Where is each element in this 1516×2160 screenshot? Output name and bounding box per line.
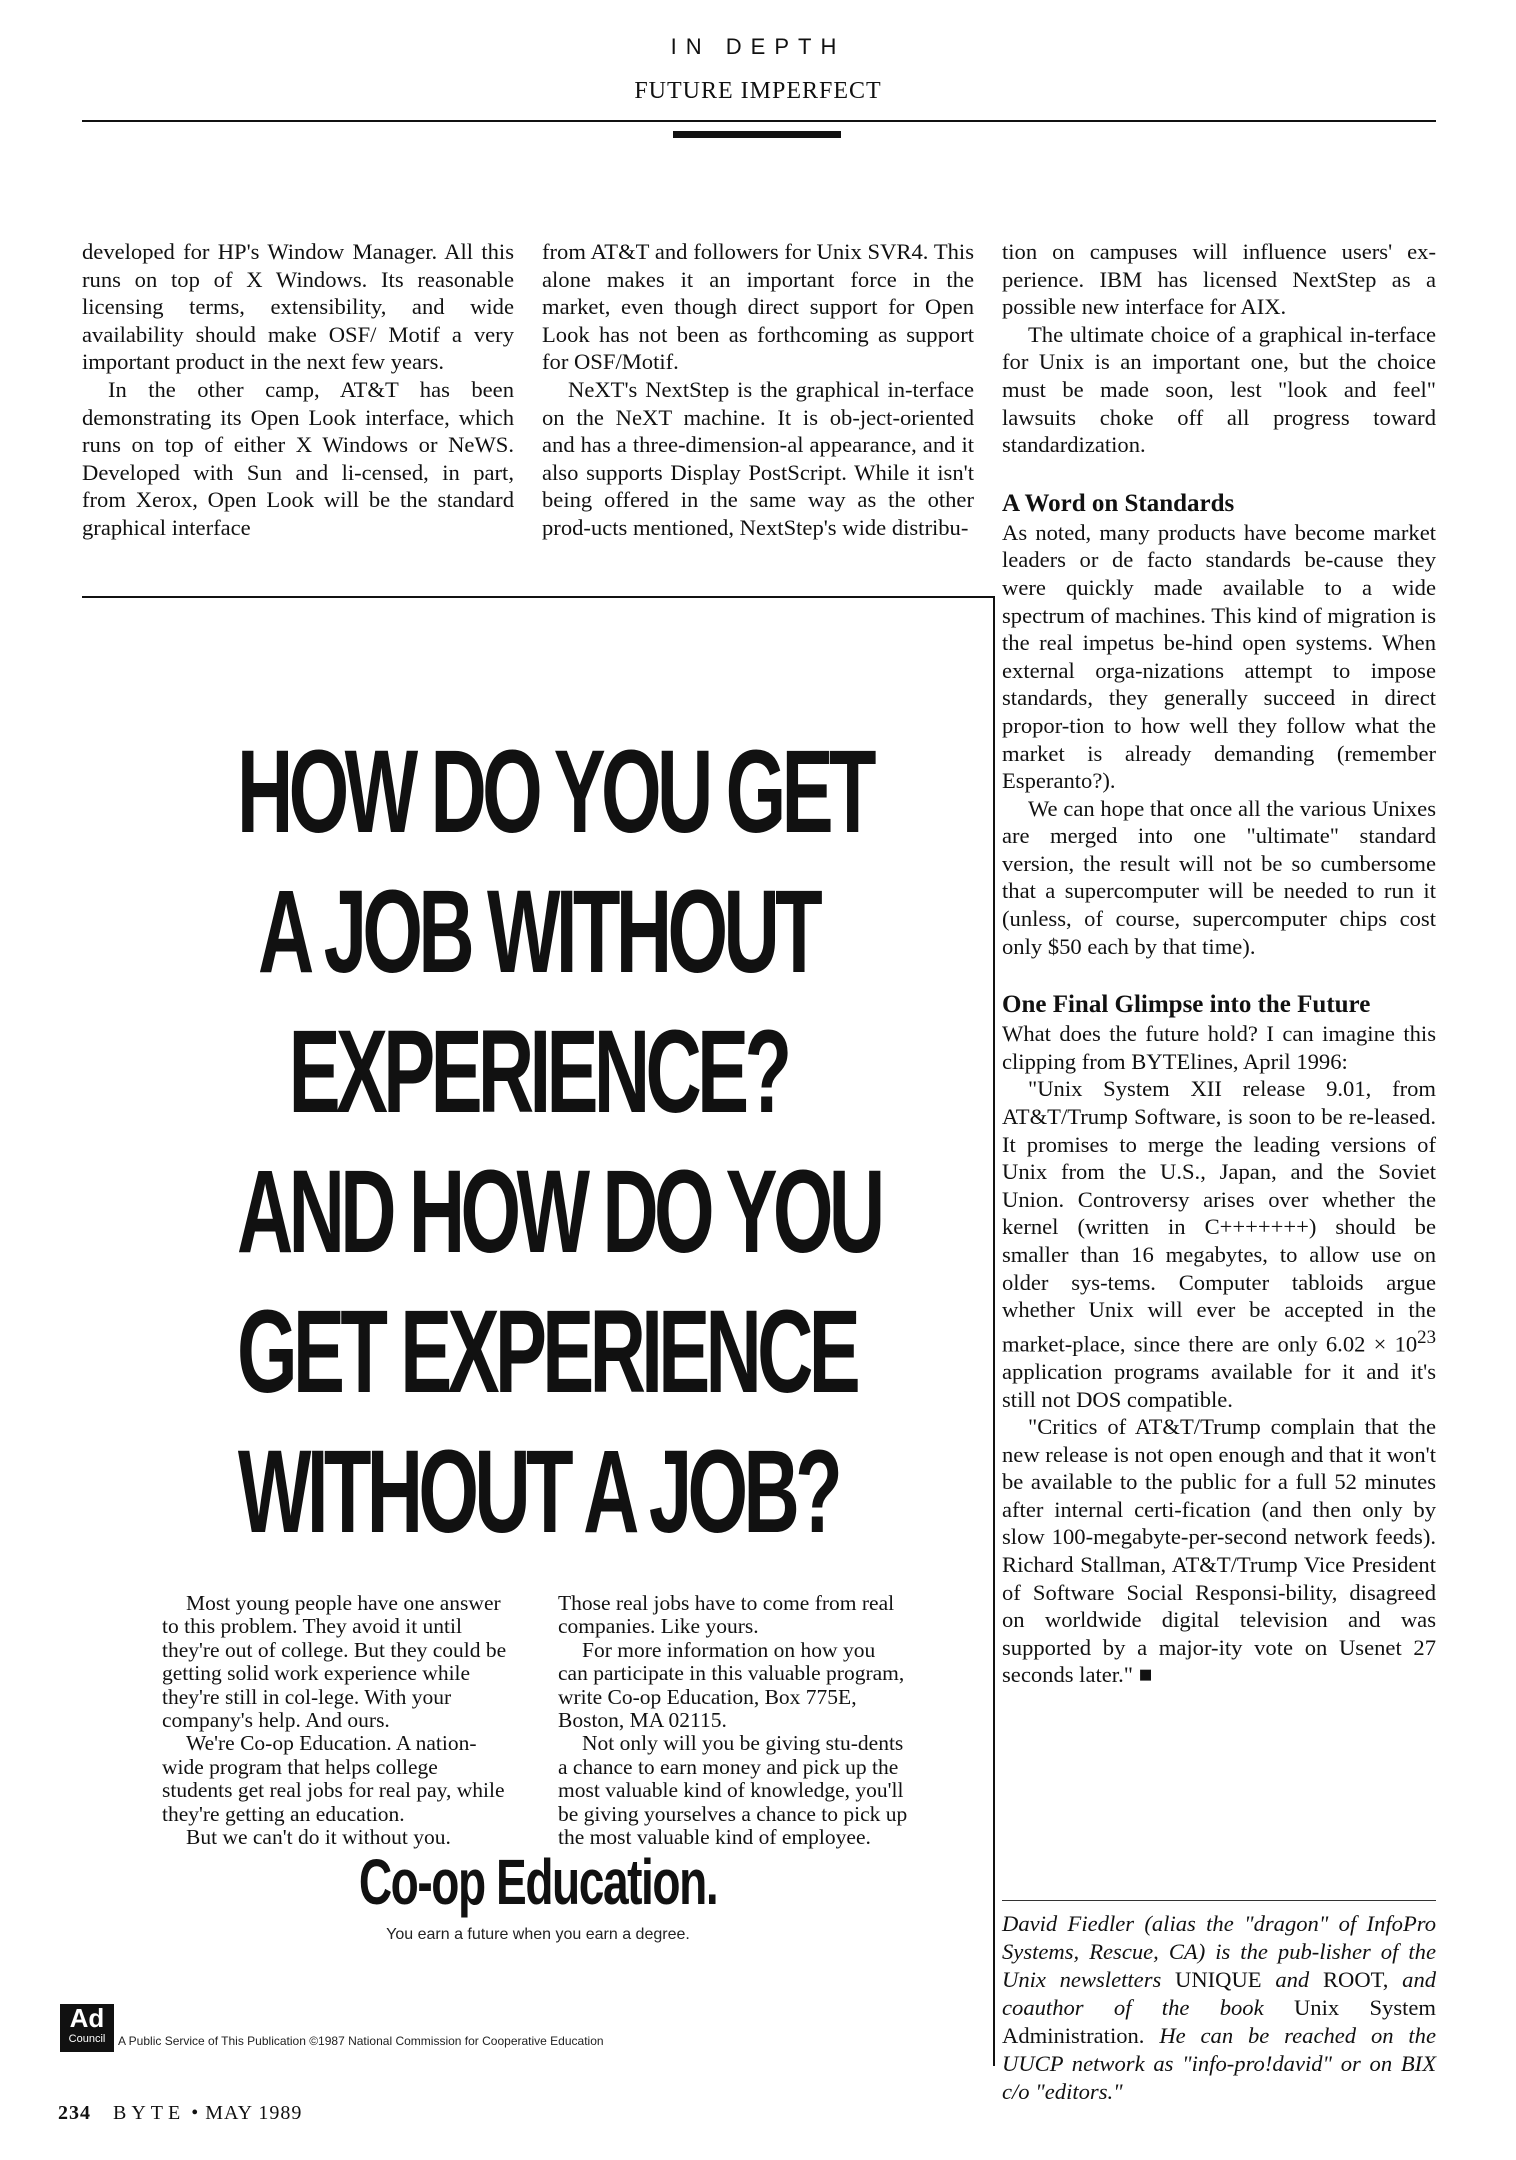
ad-copy-left: [162, 1592, 512, 1849]
article-paragraph: We can hope that once all the various Unixes are merged into one "ultimate" standard version, the result will not be so cumbersome that a supercomputer will be needed to run it (unless, of course, supercomputer chips cost only $50 each by that time).: [1002, 795, 1436, 959]
quote-text: "Unix System XII release 9.01, from AT&T/Trump Software, is soon to be re-leased. It promises to merge the leading versions of Unix from the U.S., Japan, and the Soviet Union. Controversy arises over whether the kernel (written in C+++++++) should be smaller than 16 megabytes, to allow use on older sys-tems. Computer tabloids argue whether Unix will ever be accepted in the market-place, since there are only 6.02 × 10: [1002, 1076, 1436, 1357]
page-footer: [58, 2102, 302, 2125]
article-column-middle: [542, 238, 974, 542]
ad-border-right: [993, 596, 995, 2066]
article-paragraph: The ultimate choice of a graphical in-terface for Unix is an important one, but the choice must be made soon, lest "look and feel" lawsuits choke off all progress toward standardization.: [1002, 321, 1436, 458]
bio-newsletter: ROOT,: [1322, 1967, 1389, 1992]
ad-council-badge-ad: Ad: [69, 2003, 105, 2033]
ad-headline-line: GET EXPERIENCE: [237, 1286, 857, 1418]
ad-psa-credit: A Public Service of This Publication ©1987 National Commission for Cooperative Education: [118, 2034, 604, 2048]
ad-paragraph: For more information on how you can participate in this valuable program, write Co-op Education, Box 775E, Boston, MA 02115.: [558, 1637, 905, 1733]
exponent: 23: [1417, 1326, 1436, 1348]
quote-text: application programs available for it and it's still not DOS compatible.: [1002, 1358, 1436, 1412]
article-column-right: [1002, 238, 1436, 1689]
article-paragraph: developed for HP's Window Manager. All this runs on top of X Windows. Its reasonable licensing terms, extensibility, and wide availability should make OSF/ Motif a very important product in the next few years.: [82, 239, 514, 375]
subheading-standards: A Word on Standards: [1002, 489, 1235, 517]
bio-book: Unix System Administration.: [1002, 1995, 1437, 2048]
ad-paragraph: But we can't do it without you.: [186, 1825, 451, 1850]
ad-headline-line: A JOB WITHOUT: [257, 866, 819, 998]
article-paragraph: "Critics of AT&T/Trump complain that the new release is not open enough and that it won't be available to the public for a full 52 minutes after internal certi-fication (and then only by slow 100-megabyte-per-second network feeds). Richard Stallman, AT&T/Trump Vice President of Software Social Responsi-bility, disagreed on worldwide digital television and was supported by a major-ity vote on Usenet 27 seconds later." ■: [1002, 1414, 1436, 1688]
author-bio: [1002, 1910, 1436, 2106]
issue-date: MAY 1989: [205, 2102, 303, 2124]
section-title: FUTURE IMPERFECT: [634, 78, 882, 104]
header-rule: [82, 120, 1436, 122]
ad-headline-line: AND HOW DO YOU: [237, 1146, 881, 1278]
subheading-future: One Final Glimpse into the Future: [1002, 991, 1371, 1019]
ad-headline: [237, 722, 881, 1562]
article-paragraph: What does the future hold? I can imagine this clipping from BYTElines, April 1996:: [1002, 1021, 1436, 1074]
bio-text: He can be reached on the UUCP network as "info-pro!david" or on BIX c/o "editors.": [1002, 2023, 1436, 2104]
header-bar: [673, 131, 841, 138]
ad-paragraph: Most young people have one answer to this problem. They avoid it until they're out of college. But they could be getting solid work experience while they're still in col-lege. With your company's help. And ours.: [162, 1591, 507, 1733]
article-column-left: [82, 238, 514, 542]
article-paragraph: tion on campuses will influence users' ex-perience. IBM has licensed NextStep as a possible new interface for AIX.: [1002, 239, 1436, 320]
footer-separator: •: [191, 2102, 200, 2124]
article-paragraph: NeXT's NextStep is the graphical in-terface on the NeXT machine. It is ob-ject-oriented and has a three-dimension-al appearance, and it also supports Display PostScript. While it isn't being offered in the same way as the other prod-ucts mentioned, NextStep's wide distribu-: [542, 376, 974, 540]
ad-council-badge-text: Council: [68, 2033, 106, 2045]
section-kicker: IN DEPTH: [670, 34, 846, 59]
bio-text: David Fiedler (alias the "dragon" of InfoPro Systems, Rescue, CA) is the pub-lisher of the Unix newsletters: [1002, 1911, 1436, 1992]
magazine-name: BYTE: [113, 2102, 186, 2124]
ad-copy-right: [558, 1592, 908, 1849]
ad-headline-line: EXPERIENCE?: [288, 1006, 788, 1138]
ad-paragraph: We're Co-op Education. A nation-wide program that helps college students get real jobs for real pay, while they're getting an education.: [162, 1731, 505, 1826]
ad-council-icon: [60, 2004, 114, 2052]
article-paragraph: [1002, 1075, 1436, 1413]
ad-paragraph: Those real jobs have to come from real companies. Like yours.: [558, 1591, 895, 1639]
bio-rule: [1002, 1900, 1436, 1901]
ad-headline-line: HOW DO YOU GET: [237, 726, 872, 858]
article-paragraph: As noted, many products have become market leaders or de facto standards be-cause they were quickly made available to a wide spectrum of machines. This kind of migration is the real impetus be-hind open systems. When external orga-nizations attempt to impose standards, they generally succeed in direct propor-tion to how well they follow what the market is already demanding (remember Esperanto?).: [1002, 519, 1436, 794]
article-paragraph: In the other camp, AT&T has been demonstrating its Open Look interface, which runs on top of either X Windows or NeWS. Developed with Sun and li-censed, in part, from Xerox, Open Look will be the standard graphical interface: [82, 376, 514, 540]
coop-education-logo: Co-op Education.: [358, 1846, 718, 1918]
ad-tagline: You earn a future when you earn a degree.: [386, 1926, 690, 1943]
ad-headline-line: WITHOUT A JOB?: [237, 1426, 839, 1558]
bio-text: and: [1275, 1967, 1310, 1992]
ad-paragraph: Not only will you be giving stu-dents a chance to earn money and pick up the most valuable kind of knowledge, you'll be giving yourselves a chance to pick up the most valuable kind of employee.: [558, 1731, 908, 1850]
article-paragraph: from AT&T and followers for Unix SVR4. This alone makes it an important force in the market, even though direct support for Open Look has not been as forthcoming as support for OSF/Motif.: [542, 239, 974, 375]
bio-newsletter: UNIQUE: [1175, 1967, 1262, 1992]
page-number: 234: [58, 2102, 91, 2124]
ad-border-top: [82, 596, 994, 598]
bio-text: and coauthor of the book: [1002, 1967, 1437, 2020]
